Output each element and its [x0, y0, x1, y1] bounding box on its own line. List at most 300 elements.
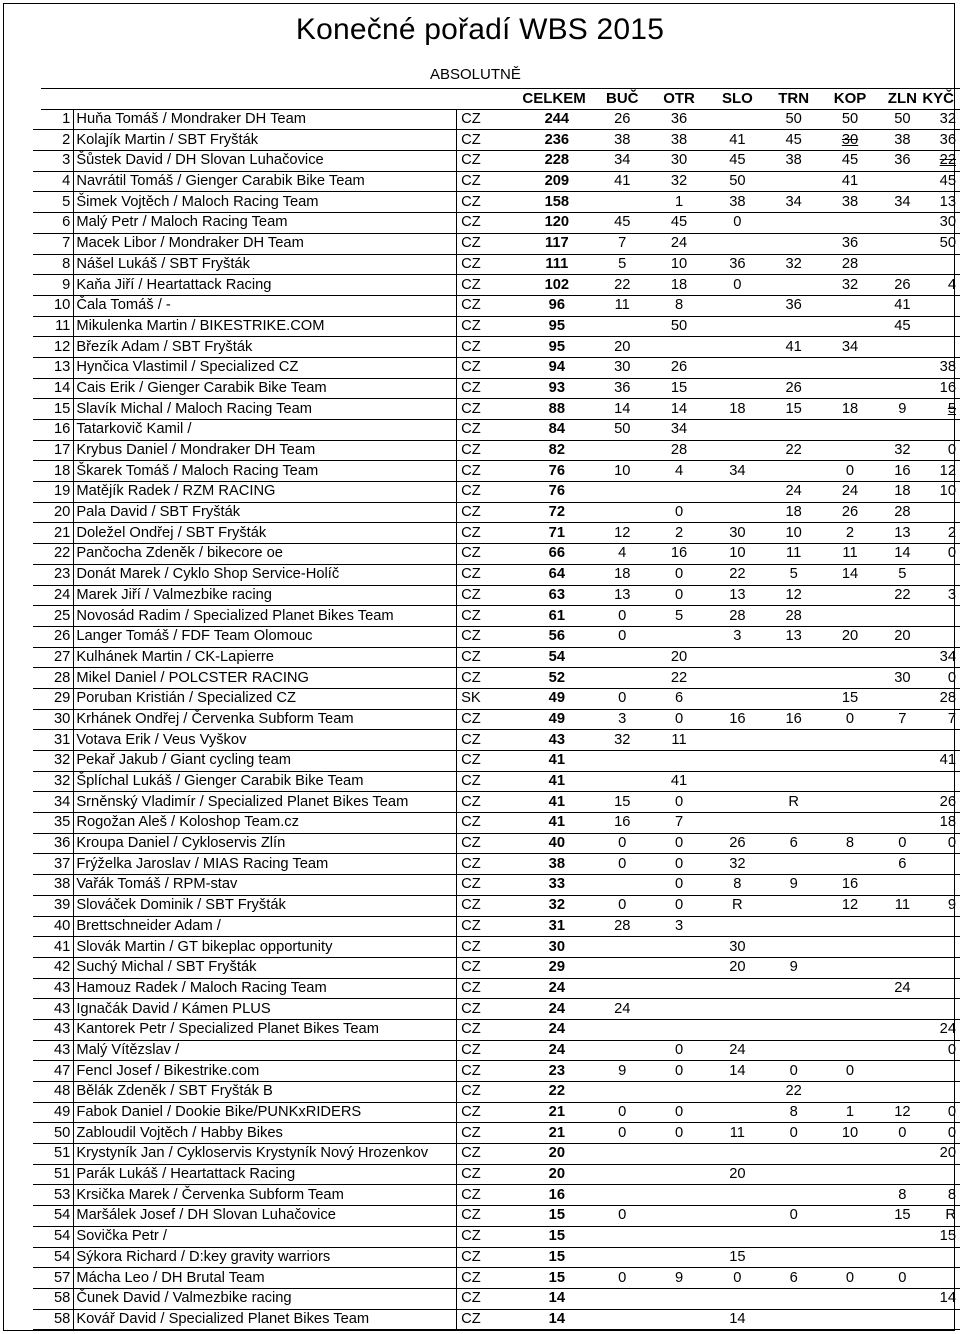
col-header-otr: OTR [647, 89, 711, 110]
rider-name-cell: Brettschneider Adam / [74, 916, 457, 937]
score-cell [928, 999, 960, 1020]
score-cell [647, 626, 711, 647]
country-cell: CZ [461, 1207, 481, 1224]
score-cell: 34 [670, 421, 688, 438]
country-cell: CZ [461, 1104, 481, 1121]
total-cell: 49 [548, 710, 566, 727]
score-cell: 32 [670, 173, 688, 190]
rider-name-cell: Kovář David / Specialized Planet Bikes Team [74, 1309, 457, 1330]
score-cell [711, 688, 764, 709]
row-spacer [33, 378, 41, 399]
score-cell [764, 1144, 824, 1165]
score-cell [711, 916, 764, 937]
score-cell: 5 [947, 400, 956, 417]
score-cell: 3 [618, 710, 627, 727]
table-row [33, 957, 960, 978]
total-cell: 228 [544, 152, 570, 169]
score-cell: 38 [670, 131, 688, 148]
score-cell: 11 [614, 297, 630, 314]
score-cell [647, 978, 711, 999]
score-cell [928, 916, 960, 937]
score-cell: 18 [670, 276, 688, 293]
row-spacer [33, 440, 41, 461]
total-cell: 61 [548, 607, 566, 624]
table-row [33, 378, 960, 399]
score-cell: 12 [894, 1104, 911, 1121]
country-cell: CZ [461, 731, 481, 748]
score-cell [764, 233, 824, 254]
score-cell [928, 1082, 960, 1103]
country-cell: CZ [461, 1290, 481, 1307]
score-cell: 38 [841, 193, 859, 210]
country-cell: CZ [461, 876, 481, 893]
score-cell: 0 [947, 1124, 956, 1141]
rider-name-cell: Sovička Petr / [74, 1226, 457, 1247]
score-cell [764, 999, 824, 1020]
table-row [33, 233, 960, 254]
score-cell: 0 [674, 710, 684, 727]
rank-cell: 13 [41, 357, 74, 378]
score-cell: 14 [729, 1310, 746, 1327]
score-cell [876, 1040, 928, 1061]
score-cell: 36 [939, 131, 956, 148]
score-cell [824, 606, 877, 627]
row-spacer [33, 1226, 41, 1247]
row-spacer [33, 668, 41, 689]
score-cell: 32 [939, 111, 956, 128]
total-cell: 209 [544, 173, 570, 190]
score-cell: 5 [789, 566, 798, 583]
score-cell: 50 [785, 111, 802, 128]
rank-cell: 54 [41, 1247, 74, 1268]
score-cell: 45 [841, 152, 859, 169]
country-cell: CZ [461, 938, 481, 955]
score-cell [876, 751, 928, 772]
rider-name-cell: Suchý Michal / SBT Fryšták [74, 957, 457, 978]
total-cell: 66 [548, 545, 566, 562]
score-cell: 0 [674, 504, 684, 521]
rank-cell: 21 [41, 523, 74, 544]
score-cell: 0 [845, 1062, 855, 1079]
score-cell: 2 [947, 524, 956, 541]
rank-cell: 2 [41, 130, 74, 151]
rider-name-cell: Marek Jiří / Valmezbike racing [74, 585, 457, 606]
rank-cell: 31 [41, 730, 74, 751]
score-cell [711, 1185, 764, 1206]
score-cell: 26 [939, 793, 956, 810]
table-row [33, 1040, 960, 1061]
score-cell: 9 [789, 876, 798, 893]
table-row [33, 606, 960, 627]
score-cell: 14 [729, 1062, 746, 1079]
rank-cell: 24 [41, 585, 74, 606]
table-row [33, 1082, 960, 1103]
score-cell: 3 [947, 586, 956, 603]
score-cell: 4 [618, 545, 627, 562]
country-cell: CZ [461, 1062, 481, 1079]
score-cell [928, 626, 960, 647]
row-spacer [33, 1123, 41, 1144]
rider-name-cell: Mikulenka Martin / BIKESTRIKE.COM [74, 316, 457, 337]
score-cell: 3 [733, 628, 742, 645]
rank-cell: 42 [41, 957, 74, 978]
total-cell: 14 [548, 1290, 566, 1307]
rank-cell: 12 [41, 337, 74, 358]
score-cell [876, 813, 928, 834]
rider-name-cell: Fabok Daniel / Dookie Bike/PUNKxRIDERS [74, 1102, 457, 1123]
rank-cell: 48 [41, 1082, 74, 1103]
score-cell [824, 378, 877, 399]
score-cell [597, 751, 647, 772]
score-cell [928, 875, 960, 896]
score-cell [711, 792, 764, 813]
score-cell: 15 [670, 379, 688, 396]
total-cell: 54 [548, 648, 566, 665]
score-cell: 38 [785, 152, 802, 169]
score-cell [876, 1226, 928, 1247]
score-cell [928, 337, 960, 358]
score-cell [876, 771, 928, 792]
row-spacer [33, 1082, 41, 1103]
row-spacer [33, 357, 41, 378]
rank-cell: 32 [41, 751, 74, 772]
score-cell: 14 [670, 400, 688, 417]
score-cell: 28 [785, 607, 802, 624]
score-cell [711, 502, 764, 523]
score-cell [647, 1185, 711, 1206]
rider-name-cell: Doležel Ondřej / SBT Fryšták [74, 523, 457, 544]
score-cell: 28 [939, 690, 956, 707]
score-cell [928, 854, 960, 875]
table-row [33, 833, 960, 854]
country-cell: CZ [461, 545, 481, 562]
score-cell: 22 [729, 566, 746, 583]
score-cell [764, 171, 824, 192]
total-cell: 40 [548, 835, 566, 852]
score-cell [597, 771, 647, 792]
score-cell: 15 [785, 400, 802, 417]
score-cell [711, 668, 764, 689]
score-cell: 24 [894, 979, 911, 996]
score-cell: 12 [841, 897, 859, 914]
score-cell: 9 [789, 959, 798, 976]
rank-cell: 1 [41, 109, 74, 130]
score-cell: 26 [785, 379, 802, 396]
rider-name-cell: Šůstek David / DH Slovan Luhačovice [74, 151, 457, 172]
rank-cell: 8 [41, 254, 74, 275]
country-cell: CZ [461, 752, 481, 769]
rank-cell: 34 [41, 792, 74, 813]
country-cell: CZ [461, 1310, 481, 1327]
score-cell: 3 [674, 917, 684, 934]
row-spacer [33, 1309, 41, 1330]
score-cell [711, 440, 764, 461]
rank-cell: 17 [41, 440, 74, 461]
score-cell: 20 [841, 628, 859, 645]
score-cell: 10 [670, 255, 688, 272]
score-cell: 34 [841, 338, 859, 355]
score-cell [824, 730, 877, 751]
row-spacer [33, 544, 41, 565]
rider-name-cell: Čunek David / Valmezbike racing [74, 1288, 457, 1309]
score-cell: 30 [939, 214, 956, 231]
country-cell: CZ [461, 710, 481, 727]
score-cell: 12 [939, 462, 956, 479]
rank-cell: 43 [41, 999, 74, 1020]
total-cell: 24 [548, 1000, 566, 1017]
score-cell: 18 [614, 566, 631, 583]
row-spacer [33, 606, 41, 627]
score-cell [824, 1040, 877, 1061]
rider-name-cell: Březík Adam / SBT Fryšták [74, 337, 457, 358]
score-cell [876, 420, 928, 441]
rank-cell: 35 [41, 813, 74, 834]
rider-name-cell: Pala David / SBT Fryšták [74, 502, 457, 523]
rank-cell: 11 [41, 316, 74, 337]
score-cell [711, 1102, 764, 1123]
rank-cell: 47 [41, 1061, 74, 1082]
score-cell [876, 1144, 928, 1165]
rider-name-cell: Krhánek Ondřej / Červenka Subform Team [74, 709, 457, 730]
country-cell: CZ [461, 276, 481, 293]
total-cell: 41 [548, 793, 566, 810]
total-cell: 24 [548, 1021, 566, 1038]
score-cell: 13 [614, 586, 631, 603]
country-cell: CZ [461, 566, 481, 583]
score-cell [876, 916, 928, 937]
score-cell [876, 254, 928, 275]
score-cell [711, 1144, 764, 1165]
score-cell [597, 1040, 647, 1061]
total-cell: 117 [544, 235, 569, 252]
score-cell: 30 [614, 359, 631, 376]
total-cell: 33 [548, 876, 566, 893]
score-cell [876, 1061, 928, 1082]
score-cell: 14 [614, 400, 631, 417]
rank-cell: 15 [41, 399, 74, 420]
score-cell [824, 999, 877, 1020]
country-cell: CZ [461, 814, 481, 831]
country-cell: CZ [461, 173, 481, 190]
rank-cell: 36 [41, 833, 74, 854]
score-cell: 0 [674, 793, 684, 810]
score-cell [764, 1040, 824, 1061]
country-cell: CZ [461, 648, 481, 665]
score-cell: 11 [729, 1124, 745, 1141]
row-spacer [33, 626, 41, 647]
rider-name-cell: Kulhánek Martin / CK-Lapierre [74, 647, 457, 668]
table-row [33, 709, 960, 730]
total-cell: 49 [548, 690, 566, 707]
score-cell: 8 [845, 835, 855, 852]
row-spacer [33, 295, 41, 316]
score-cell: 24 [670, 235, 688, 252]
score-cell: 4 [947, 276, 956, 293]
country-cell: CZ [461, 586, 481, 603]
score-cell: 50 [614, 421, 631, 438]
rider-name-cell: Šplíchal Lukáš / Gienger Carabik Bike Team [74, 771, 457, 792]
total-cell: 23 [548, 1062, 566, 1079]
score-cell: 24 [729, 1041, 746, 1058]
score-cell [876, 792, 928, 813]
score-cell [824, 1247, 877, 1268]
rider-name-cell: Huňa Tomáš / Mondraker DH Team [74, 109, 457, 130]
score-cell [764, 1309, 824, 1330]
score-cell [876, 1019, 928, 1040]
score-cell [647, 1226, 711, 1247]
table-row [33, 420, 960, 441]
score-cell: 20 [939, 1145, 956, 1162]
score-cell: 9 [674, 1269, 684, 1286]
rider-name-cell: Fencl Josef / Bikestrike.com [74, 1061, 457, 1082]
table-row [33, 626, 960, 647]
total-cell: 21 [548, 1124, 566, 1141]
score-cell [764, 420, 824, 441]
score-cell [647, 1144, 711, 1165]
row-spacer [33, 171, 41, 192]
rank-cell: 51 [41, 1144, 74, 1165]
score-cell: 30 [894, 669, 911, 686]
score-cell [711, 1019, 764, 1040]
rank-cell: 5 [41, 192, 74, 213]
table-row [33, 647, 960, 668]
rider-name-cell: Mikel Daniel / POLCSTER RACING [74, 668, 457, 689]
table-row [33, 399, 960, 420]
rider-name-cell: Frýželka Jaroslav / MIAS Racing Team [74, 854, 457, 875]
rank-cell: 37 [41, 854, 74, 875]
score-cell: 41 [785, 338, 802, 355]
score-cell [711, 730, 764, 751]
page-title: Konečné pořadí WBS 2015 [295, 13, 665, 46]
country-cell: CZ [461, 359, 481, 376]
table-row [33, 1247, 960, 1268]
score-cell [824, 1309, 877, 1330]
rider-name-cell: Slováček Dominik / SBT Fryšták [74, 895, 457, 916]
score-cell: 11 [786, 545, 802, 562]
country-cell: CZ [461, 379, 481, 396]
score-cell [824, 585, 877, 606]
rider-name-cell: Sýkora Richard / D:key gravity warriors [74, 1247, 457, 1268]
col-header-zln: ZLN [876, 89, 928, 110]
score-cell: 24 [614, 1000, 631, 1017]
total-cell: 21 [548, 1104, 566, 1121]
country-cell: CZ [461, 338, 481, 355]
score-cell [824, 792, 877, 813]
country-cell: CZ [461, 421, 481, 438]
score-cell [824, 1082, 877, 1103]
score-cell: 15 [939, 1228, 956, 1245]
score-cell [597, 647, 647, 668]
total-cell: 72 [548, 504, 566, 521]
rank-cell: 27 [41, 647, 74, 668]
col-header-trn: TRN [764, 89, 824, 110]
rider-name-cell: Parák Lukáš / Heartattack Racing [74, 1164, 457, 1185]
score-cell [647, 999, 711, 1020]
country-cell: CZ [461, 917, 481, 934]
score-cell: 8 [733, 876, 742, 893]
score-cell: 7 [898, 710, 907, 727]
score-cell [764, 213, 824, 234]
score-cell: 38 [729, 193, 746, 210]
rank-cell: 32 [41, 771, 74, 792]
score-cell: 41 [670, 773, 688, 790]
row-spacer [33, 213, 41, 234]
score-cell: 32 [729, 855, 746, 872]
score-cell: 28 [894, 504, 911, 521]
score-cell [764, 978, 824, 999]
rank-cell: 28 [41, 668, 74, 689]
score-cell: 36 [614, 379, 631, 396]
score-cell: 50 [894, 111, 911, 128]
score-cell: 28 [670, 442, 688, 459]
score-cell [711, 295, 764, 316]
col-header-kop: KOP [824, 89, 877, 110]
score-cell [597, 1082, 647, 1103]
score-cell: 0 [618, 690, 627, 707]
score-cell [764, 1288, 824, 1309]
score-cell [711, 813, 764, 834]
score-cell: 0 [733, 214, 742, 231]
score-cell: 28 [614, 917, 631, 934]
country-cell: CZ [461, 462, 481, 479]
rank-cell: 10 [41, 295, 74, 316]
country-cell: CZ [461, 773, 481, 790]
score-cell: 0 [674, 586, 684, 603]
score-cell [764, 275, 824, 296]
row-spacer [33, 585, 41, 606]
rider-name-cell: Zabloudil Vojtěch / Habby Bikes [74, 1123, 457, 1144]
score-cell: 15 [614, 793, 631, 810]
table-row [33, 771, 960, 792]
score-cell [824, 316, 877, 337]
total-cell: 95 [548, 338, 566, 355]
score-cell [711, 233, 764, 254]
score-cell: 16 [614, 814, 631, 831]
score-cell: 20 [670, 648, 688, 665]
score-cell: 8 [947, 1186, 956, 1203]
rank-cell: 39 [41, 895, 74, 916]
row-spacer [33, 1247, 41, 1268]
score-cell: 22 [785, 442, 802, 459]
rider-name-cell: Navrátil Tomáš / Gienger Carabik Bike Team [74, 171, 457, 192]
rank-cell: 54 [41, 1226, 74, 1247]
country-cell: CZ [461, 152, 481, 169]
score-cell [928, 1268, 960, 1289]
score-cell: 2 [674, 524, 684, 541]
rider-name-cell: Šimek Vojtěch / Maloch Racing Team [74, 192, 457, 213]
score-cell [876, 171, 928, 192]
header-row [33, 89, 960, 110]
score-cell [928, 564, 960, 585]
score-cell [597, 957, 647, 978]
rank-cell: 7 [41, 233, 74, 254]
score-cell: 0 [789, 1207, 798, 1224]
score-cell: 22 [939, 152, 956, 169]
score-cell: 22 [614, 276, 631, 293]
total-cell: 38 [548, 855, 566, 872]
rank-cell: 4 [41, 171, 74, 192]
score-cell: 10 [841, 1124, 859, 1141]
score-cell: 15 [841, 690, 859, 707]
score-cell: 22 [785, 1083, 802, 1100]
table-row [33, 1185, 960, 1206]
rank-cell: 25 [41, 606, 74, 627]
table-row [33, 295, 960, 316]
score-cell [824, 357, 877, 378]
col-header-kyc: KYČ [922, 90, 954, 108]
rank-cell: 53 [41, 1185, 74, 1206]
rank-cell: 26 [41, 626, 74, 647]
